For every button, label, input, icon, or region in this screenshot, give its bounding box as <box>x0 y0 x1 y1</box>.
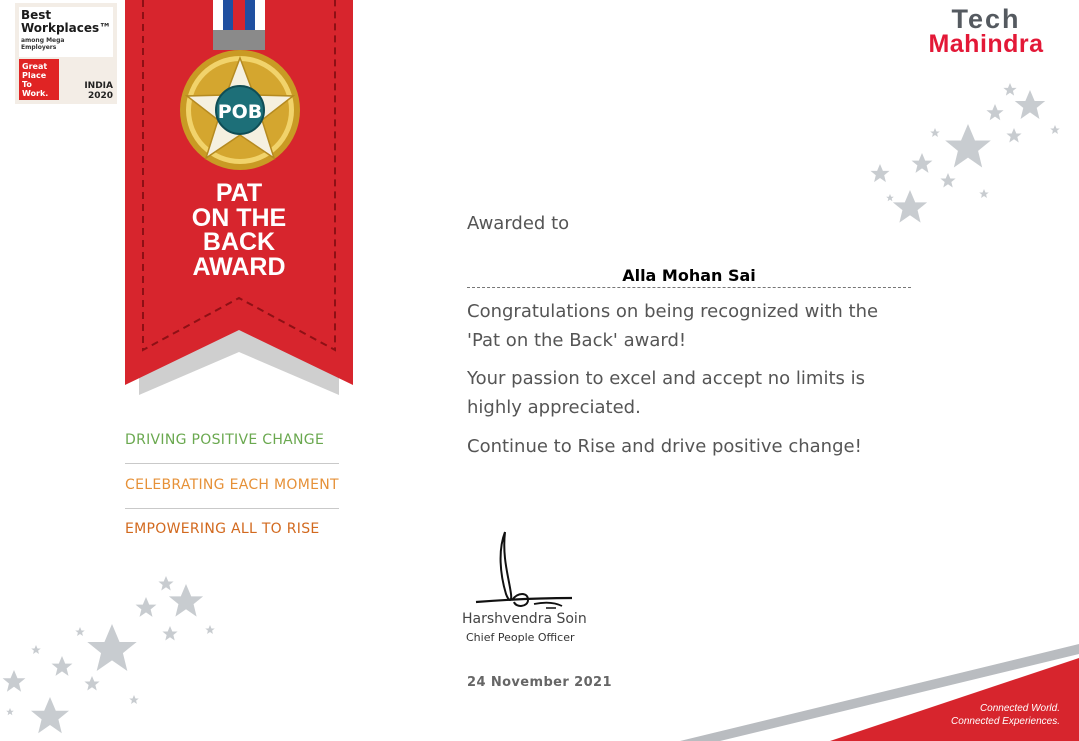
connected-world-tagline <box>950 702 1060 728</box>
congratulations-line1: Congratulations on being recognized with the <box>467 301 879 322</box>
award-title-line1: PAT <box>215 179 263 207</box>
tagline-empowering-all-to-rise: EMPOWERING ALL TO RISE <box>125 521 320 537</box>
award-date: 24 November 2021 <box>467 675 612 690</box>
badge-subtitle-line1: among Mega <box>21 37 65 44</box>
award-title-line4: AWARD <box>192 253 286 281</box>
tagline-divider <box>125 508 339 509</box>
medal-text: POB <box>217 101 263 123</box>
recipient-underline <box>467 287 911 288</box>
tagline-driving-positive-change: DRIVING POSITIVE CHANGE <box>125 432 325 448</box>
badge-year: 2020 <box>87 91 113 101</box>
awarded-to-label: Awarded to <box>467 213 570 234</box>
great-place-to-work-badge <box>15 3 117 104</box>
stars-decoration-bottom-left <box>0 572 230 741</box>
tagline-celebrating-each-moment: CELEBRATING EACH MOMENT <box>125 477 339 493</box>
award-title-line3: BACK <box>202 228 276 256</box>
tagline-divider <box>125 463 339 464</box>
appreciation-line1: Your passion to excel and accept no limits is <box>467 368 865 389</box>
badge-subtitle-line2: Employers <box>21 44 57 51</box>
badge-subtitle <box>21 37 64 51</box>
signer-name: Harshvendra Soin <box>462 611 587 627</box>
gptw-logo-text: Great Place To Work. <box>22 62 49 98</box>
badge-country-year <box>84 81 113 101</box>
badge-title-line1: Best <box>21 8 52 22</box>
signer-title: Chief People Officer <box>466 631 575 644</box>
appreciation-paragraph <box>467 364 927 422</box>
appreciation-line2: highly appreciated. <box>467 397 641 418</box>
gptw-logo-block <box>19 59 59 100</box>
tech-mahindra-logo <box>906 2 1066 58</box>
badge-title <box>21 9 111 35</box>
congratulations-paragraph <box>467 297 927 355</box>
rise-paragraph: Continue to Rise and drive positive change! <box>467 436 862 457</box>
stars-decoration-top-right <box>860 78 1070 238</box>
badge-country: INDIA <box>84 81 113 91</box>
award-title-line2: ON THE <box>191 204 287 232</box>
tagline-line2: Connected Experiences. <box>951 716 1060 727</box>
logo-line1: Tech <box>951 4 1021 34</box>
badge-title-line2: Workplaces™ <box>21 21 112 35</box>
logo-line2: Mahindra <box>928 30 1044 58</box>
tagline-line1: Connected World. <box>979 703 1060 714</box>
recipient-name: Alla Mohan Sai <box>622 266 756 285</box>
signature-image <box>472 528 587 613</box>
award-ribbon <box>125 0 353 395</box>
congratulations-line2: 'Pat on the Back' award! <box>467 330 687 351</box>
